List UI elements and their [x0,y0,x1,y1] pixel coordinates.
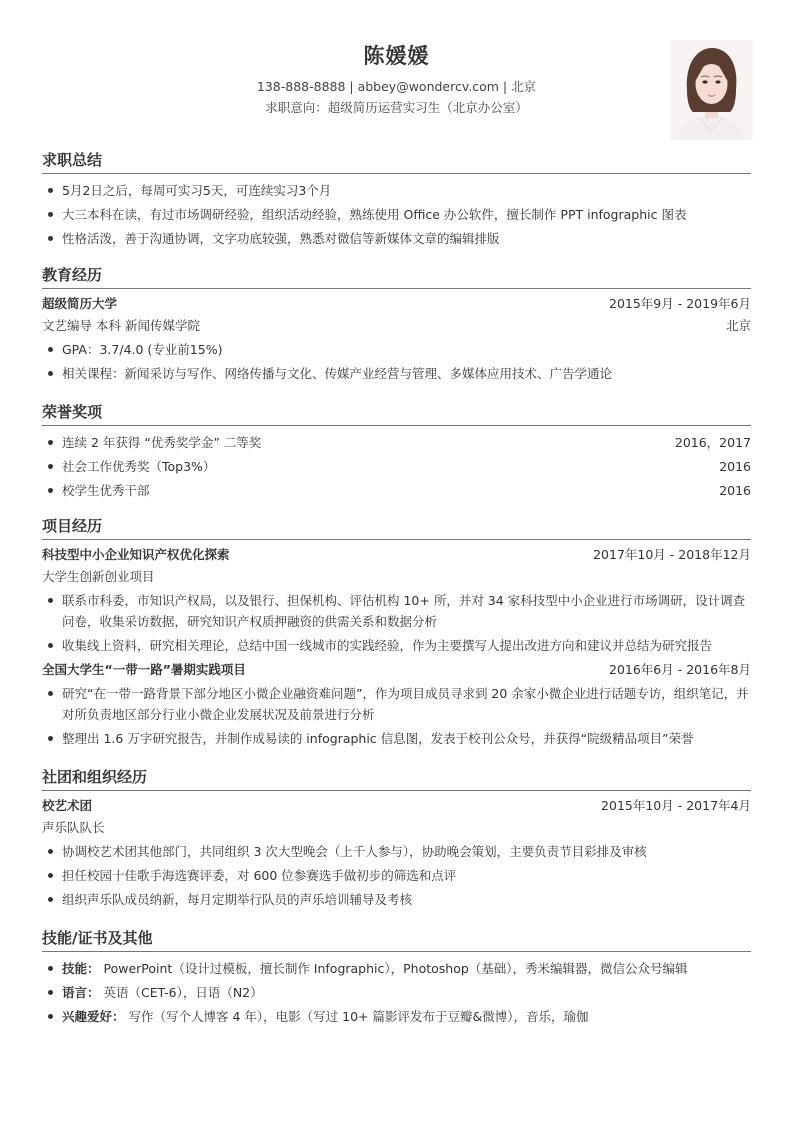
list-item: 组织声乐队成员纳新，每月定期举行队员的声乐培训辅导及考核 [42,889,751,910]
major: 文艺编导 本科 新闻传媒学院 [42,318,200,333]
list-item: 担任校园十佳歌手海选赛评委，对 600 位参赛选手做初步的筛选和点评 [42,865,751,886]
education-header-row [42,293,751,315]
project-name: 全国大学生“一带一路”暑期实践项目 [42,662,246,677]
contact-info: 138-888-8888 | abbey@wondercv.com | 北京 [256,79,537,94]
section-title: 求职总结 [42,150,751,174]
project-dates: 2017年10月 - 2018年12月 [593,547,751,562]
organization-name: 校艺术团 [42,798,93,813]
honor-label: 社会工作优秀奖（Top3%） [62,459,216,474]
project-dates: 2016年6月 - 2016年8月 [609,662,751,677]
section-title: 项目经历 [42,516,751,540]
list-item: 联系市科委，市知识产权局，以及银行、担保机构、评估机构 10+ 所，并对 34 家科技型中小企业进行市场调研，设计调查问卷，收集采访数据，研究知识产权质押融资的供需关系和数据分析 [42,590,751,632]
language-value: 英语（CET-6），日语（N2） [99,985,263,1000]
list-item: 性格活泼，善于沟通协调，文字功底较强，熟悉对微信等新媒体文章的编辑排版 [42,228,751,249]
list-item: 收集线上资料，研究相关理论，总结中国一线城市的实践经验，作为主要撰写人提出改进方向和建议并总结为研究报告 [42,635,751,656]
list-item: GPA：3.7/4.0 (专业前15%) [42,339,751,360]
honor-label: 连续 2 年获得 “优秀奖学金” 二等奖 [62,435,262,450]
section-title: 技能/证书及其他 [42,928,751,952]
organization-role: 声乐队队长 [42,820,105,835]
education-dates: 2015年9月 - 2019年6月 [609,296,751,311]
list-item [42,432,751,453]
project-list [42,683,751,749]
education-detail-row [42,315,751,337]
list-item [42,1006,751,1027]
honor-year: 2016，2017 [674,435,751,450]
section-honors [42,402,751,504]
portrait-icon [670,40,753,140]
summary-list [42,180,751,249]
section-projects [42,516,751,752]
list-item [42,456,751,477]
honors-list [42,432,751,501]
skill-label: 技能： [62,961,100,976]
organization-header-row [42,795,751,817]
job-intent: 求职意向：超级简历运营实习生（北京办公室） [265,100,528,115]
section-skills [42,928,751,1030]
candidate-name: 陈媛媛 [363,44,430,68]
project-subtitle: 大学生创新创业项目 [42,569,155,584]
section-title: 荣誉奖项 [42,402,751,426]
skill-value: PowerPoint（设计过模板，擅长制作 Infographic），Photoshop（基础），秀米编辑器，微信公众号编辑 [99,961,688,976]
list-item [42,982,751,1003]
section-title: 社团和组织经历 [42,767,751,791]
list-item [42,958,751,979]
organization-dates: 2015年10月 - 2017年4月 [601,798,751,813]
list-item: 5月2日之后，每周可实习5天，可连续实习3个月 [42,180,751,201]
list-item: 大三本科在读，有过市场调研经验，组织活动经验，熟练使用 Office 办公软件，擅长制作 PPT infographic 图表 [42,204,751,225]
honor-year: 2016 [719,483,751,498]
education-location: 北京 [725,318,751,333]
honor-label: 校学生优秀干部 [62,483,150,498]
skills-list [42,958,751,1027]
list-item [42,480,751,501]
section-organizations [42,767,751,913]
project-name: 科技型中小企业知识产权优化探索 [42,547,230,562]
language-label: 语言： [62,985,100,1000]
project-list [42,590,751,656]
list-item: 整理出 1.6 万字研究报告，并制作成易读的 infographic 信息图，发表于校刊公众号，并获得“院级精品项目”荣誉 [42,728,751,749]
project-header-row [42,544,751,566]
profile-photo [670,40,753,140]
education-list [42,339,751,384]
honor-year: 2016 [719,459,751,474]
section-education [42,265,751,387]
hobby-label: 兴趣爱好： [62,1009,125,1024]
section-title: 教育经历 [42,265,751,289]
hobby-value: 写作（写个人博客 4 年），电影（写过 10+ 篇影评发布于豆瓣&微博），音乐，瑜伽 [124,1009,589,1024]
list-item: 相关课程：新闻采访与写作、网络传播与文化、传媒产业经营与管理、多媒体应用技术、广告学通论 [42,363,751,384]
list-item: 研究“在一带一路背景下部分地区小微企业融资难问题”，作为项目成员寻求到 20 余家小微企业进行话题专访，组织笔记，并对所负责地区部分行业小微企业发展状况及前景进行分析 [42,683,751,725]
section-summary [42,150,751,252]
project-header-row [42,659,751,681]
school-name: 超级简历大学 [42,296,118,311]
organization-list [42,841,751,910]
list-item: 协调校艺术团其他部门，共同组织 3 次大型晚会（上千人参与），协助晚会策划，主要负责节目彩排及审核 [42,841,751,862]
